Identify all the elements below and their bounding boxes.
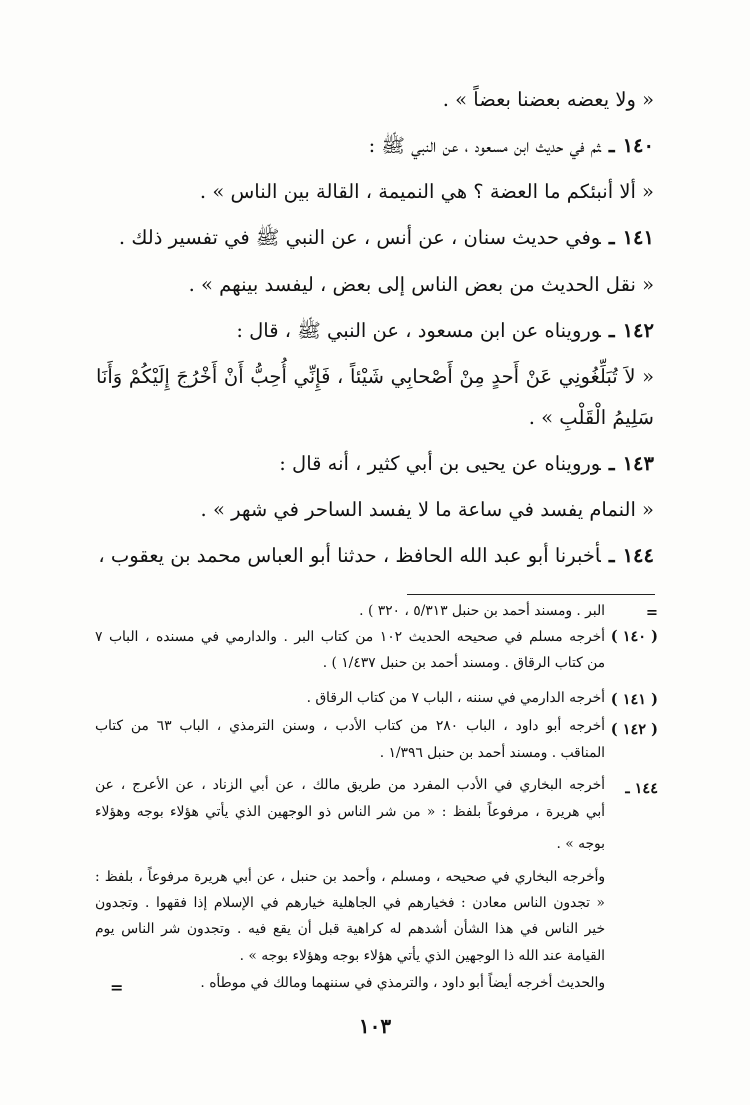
footnote-line: أخرجه الدارمي في سننه ، الباب ٧ من كتاب الرقاق . [306,690,605,706]
footnote-line: بوجه » . [556,836,605,852]
hadith-intro: ورويناه عن يحيى بن أبي كثير ، أنه قال : [279,452,601,475]
hadith-144-heading [96,541,654,571]
footnote-line: من كتاب الرقاق . ومسند أحمد بن حنبل ١/٤٣٧ ) . [322,655,605,671]
footnote-line: أخرجه أبو داود ، الباب ٢٨٠ من كتاب الأدب ، وسنن الترمذي ، الباب ٦٣ من كتاب [95,718,605,734]
hadith-143-heading [96,449,654,479]
hadith-intro: ثم في حديث ابن مسعود ، عن النبي ﷺ : [368,134,601,157]
hadith-141-heading [96,223,654,253]
hadith-intro: أخبرنا أبو عبد الله الحافظ ، حدثنا أبو العباس محمد بن يعقوب ، [98,544,601,567]
hadith-intro: وفي حديث سنان ، عن أنس ، عن النبي ﷺ في تفسير ذلك . [118,226,601,249]
footnote-line: القيامة عند الله ذا الوجهين الذي يأتي هؤلاء بوجه وهؤلاء بوجه » . [239,948,605,964]
dash: ـ [608,226,615,249]
dash: ـ [608,134,615,157]
footnote-line: أبي هريرة ، مرفوعاً بلفظ : « من شر الناس ذو الوجهين الذي يأتي هؤلاء بوجه وهؤلاء [95,804,605,820]
footnote-number-141: ( ١٤١ ) [610,691,658,708]
page-number: ١٠٣ [358,1014,392,1038]
footnote-line: خير الناس في هذا الشأن أشدهم له كراهية قبل أن يقع فيه . وتجدون شر الناس يوم [95,921,605,937]
footnote-line: والحديث أخرجه أيضاً أبو داود ، والترمذي في سننهما ومالك في موطأه . [200,975,605,991]
hadith-number: ١٤٤ [622,544,654,567]
footnote-number-144: ١٤٤ ـ [625,780,658,797]
footnote-line: أخرجه مسلم في صحيحه الحديث ١٠٢ من كتاب البر . والدارمي في مسنده ، الباب ٧ [95,629,605,645]
footnote-continuation-mark: = [110,978,124,997]
footnote-line: وأخرجه البخاري في صحيحه ، ومسلم ، وأحمد بن حنبل ، عن أبي هريرة مرفوعاً ، بلفظ : [95,869,605,885]
hadith-140-quote: « ألا أنبئكم ما العضة ؟ هي النميمة ، القالة بين الناس » . [199,180,654,203]
hadith-intro: ورويناه عن ابن مسعود ، عن النبي ﷺ ، قال : [236,319,601,342]
hadith-number: ١٤٣ [622,452,654,475]
dash: ـ [608,544,615,567]
footnote-number-142: ( ١٤٢ ) [610,721,658,738]
footnote-divider [407,594,655,595]
footnote-line: أخرجه البخاري في الأدب المفرد من طريق مالك ، عن أبي الزناد ، عن الأعرج ، عن [95,777,605,793]
hadith-number: ١٤٢ [622,319,654,342]
hadith-142-quote-cont: سَلِيمُ الْقَلْبِ » . [528,406,654,429]
hadith-142-quote: « لاَ تُبَلِّغُونِي عَنْ أَحدٍ مِنْ أَصْحابِي شَيْئاً ، فَإِنِّي أُحِبُّ أَنْ أَخْرُجَ إِلَيْكُمْ وَأَنَا [96,365,654,388]
hadith-141-quote: « نقل الحديث من بعض الناس إلى بعض ، ليفسد بينهم » . [188,273,654,296]
dash: ـ [608,319,615,342]
footnote-line: البر . ومسند أحمد بن حنبل ٥/٣١٣ ، ٣٢٠ ) . [359,603,605,619]
text-line: « ولا يعضه بعضنا بعضاً » . [442,88,654,111]
footnote-line: المناقب . ومسند أحمد بن حنبل ١/٣٩٦ . [379,745,605,761]
hadith-number: ١٤١ [622,226,654,249]
hadith-142-heading [96,316,654,346]
footnote-continuation-mark: = [645,604,658,621]
hadith-140-heading [96,131,654,161]
footnote-line: « تجدون الناس معادن : فخيارهم في الجاهلية خيارهم في الإسلام إذا فقهوا . وتجدون [95,895,605,911]
dash: ـ [608,452,615,475]
hadith-number: ١٤٠ [622,134,654,157]
hadith-143-quote: « النمام يفسد في ساعة ما لا يفسد الساحر في شهر » . [200,498,654,521]
footnote-number-140: ( ١٤٠ ) [610,628,658,645]
